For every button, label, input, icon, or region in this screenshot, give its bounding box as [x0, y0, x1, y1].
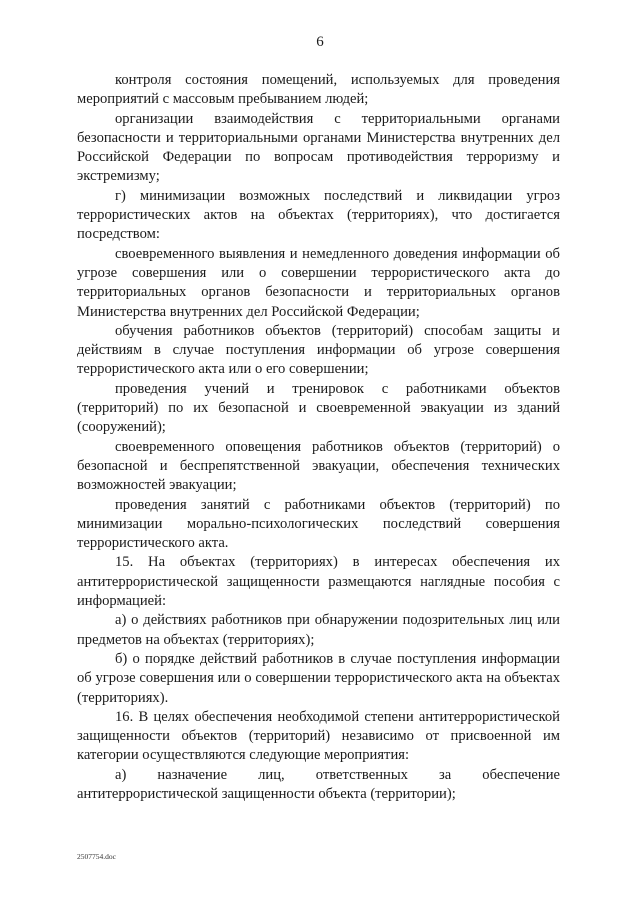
paragraph: организации взаимодействия с территориальными органами безопасности и территориальными органами Министерства внутренних дел Российской Федерации по вопросам противодействия терроризму и экстремизму;: [77, 110, 560, 185]
paragraph: г) минимизации возможных последствий и ликвидации угроз террористических актов на объектах (территориях), что достигается посредством:: [77, 187, 560, 243]
document-body: [77, 71, 560, 804]
paragraph: а) о действиях работников при обнаружении подозрительных лиц или предметов на объектах (территориях);: [77, 612, 560, 648]
paragraph: контроля состояния помещений, используемых для проведения мероприятий с массовым пребыванием людей;: [77, 72, 560, 108]
paragraph: проведения учений и тренировок с работниками объектов (территорий) по их безопасной и своевременной эвакуации из зданий (сооружений);: [77, 380, 560, 436]
paragraph: б) о порядке действий работников в случае поступления информации об угрозе совершения или о совершении террористического акта на объектах (территориях).: [77, 650, 560, 706]
paragraph: своевременного выявления и немедленного доведения информации об угрозе совершения или о совершении террористического акта до территориальных органов безопасности и территориальных органов Министерства внутренних дел Российской Федерации;: [77, 245, 560, 320]
paragraph: проведения занятий с работниками объектов (территорий) по минимизации морально-психологических последствий совершения террористического акта.: [77, 496, 560, 552]
paragraph: своевременного оповещения работников объектов (территорий) о безопасной и беспрепятственной эвакуации, обеспечения технических возможностей эвакуации;: [77, 438, 560, 494]
paragraph: 15. На объектах (территориях) в интересах обеспечения их антитеррористической защищенности размещаются наглядные пособия с информацией:: [77, 554, 560, 610]
paragraph: 16. В целях обеспечения необходимой степени антитеррористической защищенности объектов (территорий) независимо от присвоенной им категории осуществляются следующие мероприятия:: [77, 708, 560, 764]
paragraph: а) назначение лиц, ответственных за обеспечение антитеррористической защищенности объекта (территории);: [77, 766, 560, 802]
paragraph: обучения работников объектов (территорий) способам защиты и действиям в случае поступления информации об угрозе совершения террористического акта или о его совершении;: [77, 322, 560, 378]
document-filename: 2507754.doc: [77, 852, 116, 861]
page-number: 6: [316, 34, 324, 50]
